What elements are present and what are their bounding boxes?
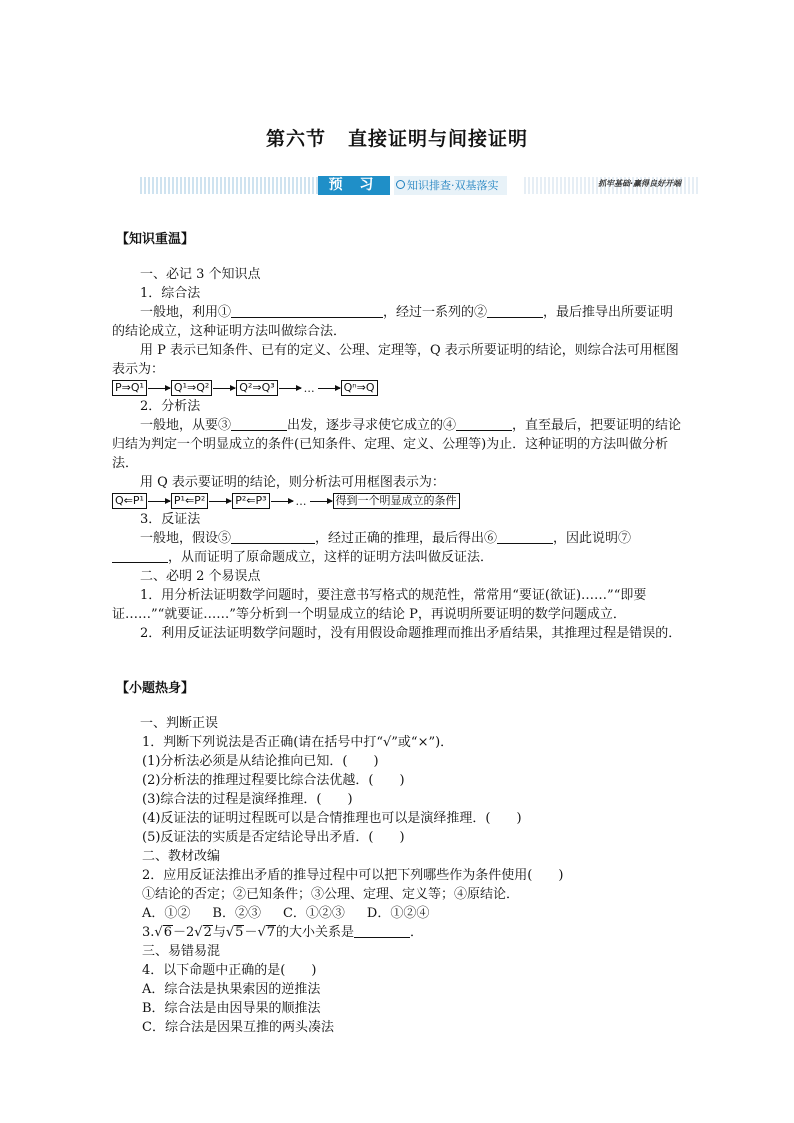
question-3: 3.√6－2√2与√5－√7的大小关系是 ．	[142, 925, 424, 940]
arrow-right-icon	[213, 388, 235, 389]
section-header-warmup: 【小题热身】	[116, 681, 195, 696]
judgement-item: (5)反证法的实质是否定结论导出矛盾．( )	[142, 830, 405, 845]
flow-diagram-synthesis	[112, 379, 682, 397]
option-c[interactable]: C．综合法是因果互推的两头凑法	[142, 1020, 334, 1035]
paragraph-synthesis-diagram-intro: 用 P 表示已知条件、已有的定义、公理、定理等，Q 表示所要证明的结论，则综合法可用框图表示为：	[112, 343, 679, 377]
flow-box: Q⇐P¹	[112, 493, 147, 509]
fill-blank-2[interactable]	[487, 303, 543, 318]
circle-dot-icon	[396, 180, 405, 189]
arrow-right-icon	[318, 388, 340, 389]
fill-blank-7[interactable]	[112, 548, 168, 563]
question-2: 2．应用反证法推出矛盾的推导过程中可以把下列哪些作为条件使用( )	[142, 868, 564, 883]
fill-blank-4[interactable]	[456, 416, 512, 431]
preview-banner	[140, 175, 700, 197]
question-2-options	[112, 904, 682, 923]
sqrt-icon: √	[154, 925, 163, 940]
fill-blank-3[interactable]	[231, 416, 287, 431]
arrow-right-icon	[148, 388, 170, 389]
option-a[interactable]: A．①②	[142, 906, 191, 921]
judgement-item: (3)综合法的过程是演绎推理．( )	[142, 792, 353, 807]
part-title: 一、判断正误	[140, 716, 219, 731]
page-title	[0, 124, 794, 151]
banner-tag: 预 习	[318, 176, 390, 195]
paragraph-contradiction: 一般地，假设⑤ ，经过正确的推理，最后得出⑥ ，因此说明⑦，从而证明了原命题成立，这样的证明方法叫做反证法．	[112, 529, 682, 567]
question-4: 4．以下命题中正确的是( )	[142, 963, 317, 978]
flow-ellipsis: …	[303, 381, 315, 395]
flow-box: Q²⇒Q³	[236, 380, 277, 396]
arrow-right-icon	[209, 501, 231, 502]
arrow-right-icon	[279, 388, 301, 389]
option-c[interactable]: C．①②③	[282, 906, 345, 921]
flow-box: Qⁿ⇒Q	[341, 380, 378, 396]
section-name: 直接证明与间接证明	[348, 128, 529, 150]
flow-box: 得到一个明显成立的条件	[333, 493, 460, 509]
fill-blank-6[interactable]	[497, 529, 553, 544]
fill-blank-1[interactable]	[231, 303, 383, 318]
judgement-item: (4)反证法的证明过程既可以是合情推理也可以是演绎推理．( )	[142, 811, 522, 826]
flow-box: P¹⇐P²	[171, 493, 208, 509]
part-title: 三、易错易混	[142, 944, 221, 959]
option-d[interactable]: D．①②④	[366, 906, 430, 921]
error-point-2: 2．利用反证法证明数学问题时，没有用假设命题推理而推出矛盾结果，其推理过程是错误的．	[140, 626, 682, 641]
arrow-right-icon	[271, 501, 293, 502]
document-body	[112, 230, 682, 1037]
sqrt-icon: √	[225, 925, 235, 940]
subsection-title: 3．反证法	[140, 512, 201, 527]
section-header-review: 【知识重温】	[116, 232, 195, 247]
part-title: 二、必明 2 个易误点	[140, 569, 261, 584]
judgement-item: (2)分析法的推理过程要比综合法优越．( )	[142, 773, 405, 788]
sqrt-icon: √	[194, 925, 203, 940]
option-b[interactable]: B．②③	[212, 906, 261, 921]
banner-right-text: 抓牢基础·赢得良好开端	[598, 179, 682, 188]
sqrt-icon: √	[257, 925, 266, 940]
flow-box: P⇒Q¹	[112, 380, 147, 396]
subsection-title: 1．综合法	[140, 286, 201, 301]
arrow-right-icon	[310, 501, 332, 502]
flow-box: P²⇐P³	[232, 493, 269, 509]
question-1: 1．判断下列说法是否正确(请在括号中打“√”或“×”)．	[142, 735, 454, 750]
fill-blank-q3[interactable]	[354, 923, 410, 938]
part-title: 二、教材改编	[142, 849, 221, 864]
judgement-item: (1)分析法必须是从结论推向已知．( )	[142, 754, 379, 769]
paragraph-analysis: 一般地，从要③ 出发，逐步寻求使它成立的④ ，直至最后，把要证明的结论归结为判定一个明显成立的条件(已知条件、定理、定义、公理等)为止．这种证明的方法叫做分析法．	[112, 418, 682, 471]
error-point-1: 1．用分析法证明数学问题时，要注意书写格式的规范性，常常用“要证(欲证)……”“即要证……”“就要证……”等分析到一个明显成立的结论 P，再说明所要证明的数学问题成立．	[112, 588, 647, 622]
option-b[interactable]: B．综合法是由因导果的顺推法	[142, 1001, 321, 1016]
section-number: 第六节	[265, 128, 326, 150]
flow-box: Q¹⇒Q²	[171, 380, 212, 396]
part-title: 一、必记 3 个知识点	[140, 267, 261, 282]
paragraph-analysis-diagram-intro: 用 Q 表示要证明的结论，则分析法可用框图表示为：	[140, 475, 445, 490]
flow-ellipsis: …	[295, 494, 307, 508]
fill-blank-5[interactable]	[231, 529, 315, 544]
option-a[interactable]: A．综合法是执果索因的逆推法	[142, 982, 321, 997]
banner-subtitle: 知识排查·双基落实	[394, 176, 507, 195]
subsection-title: 2．分析法	[140, 399, 201, 414]
paragraph-synthesis: 一般地，利用① ，经过一系列的② ，最后推导出所要证明的结论成立，这种证明方法叫做综合法．	[112, 305, 674, 339]
question-2-conditions: ①结论的否定；②已知条件；③公理、定理、定义等；④原结论．	[142, 887, 520, 902]
flow-diagram-analysis	[112, 492, 682, 510]
banner-stripe-left	[140, 177, 318, 194]
arrow-right-icon	[148, 501, 170, 502]
